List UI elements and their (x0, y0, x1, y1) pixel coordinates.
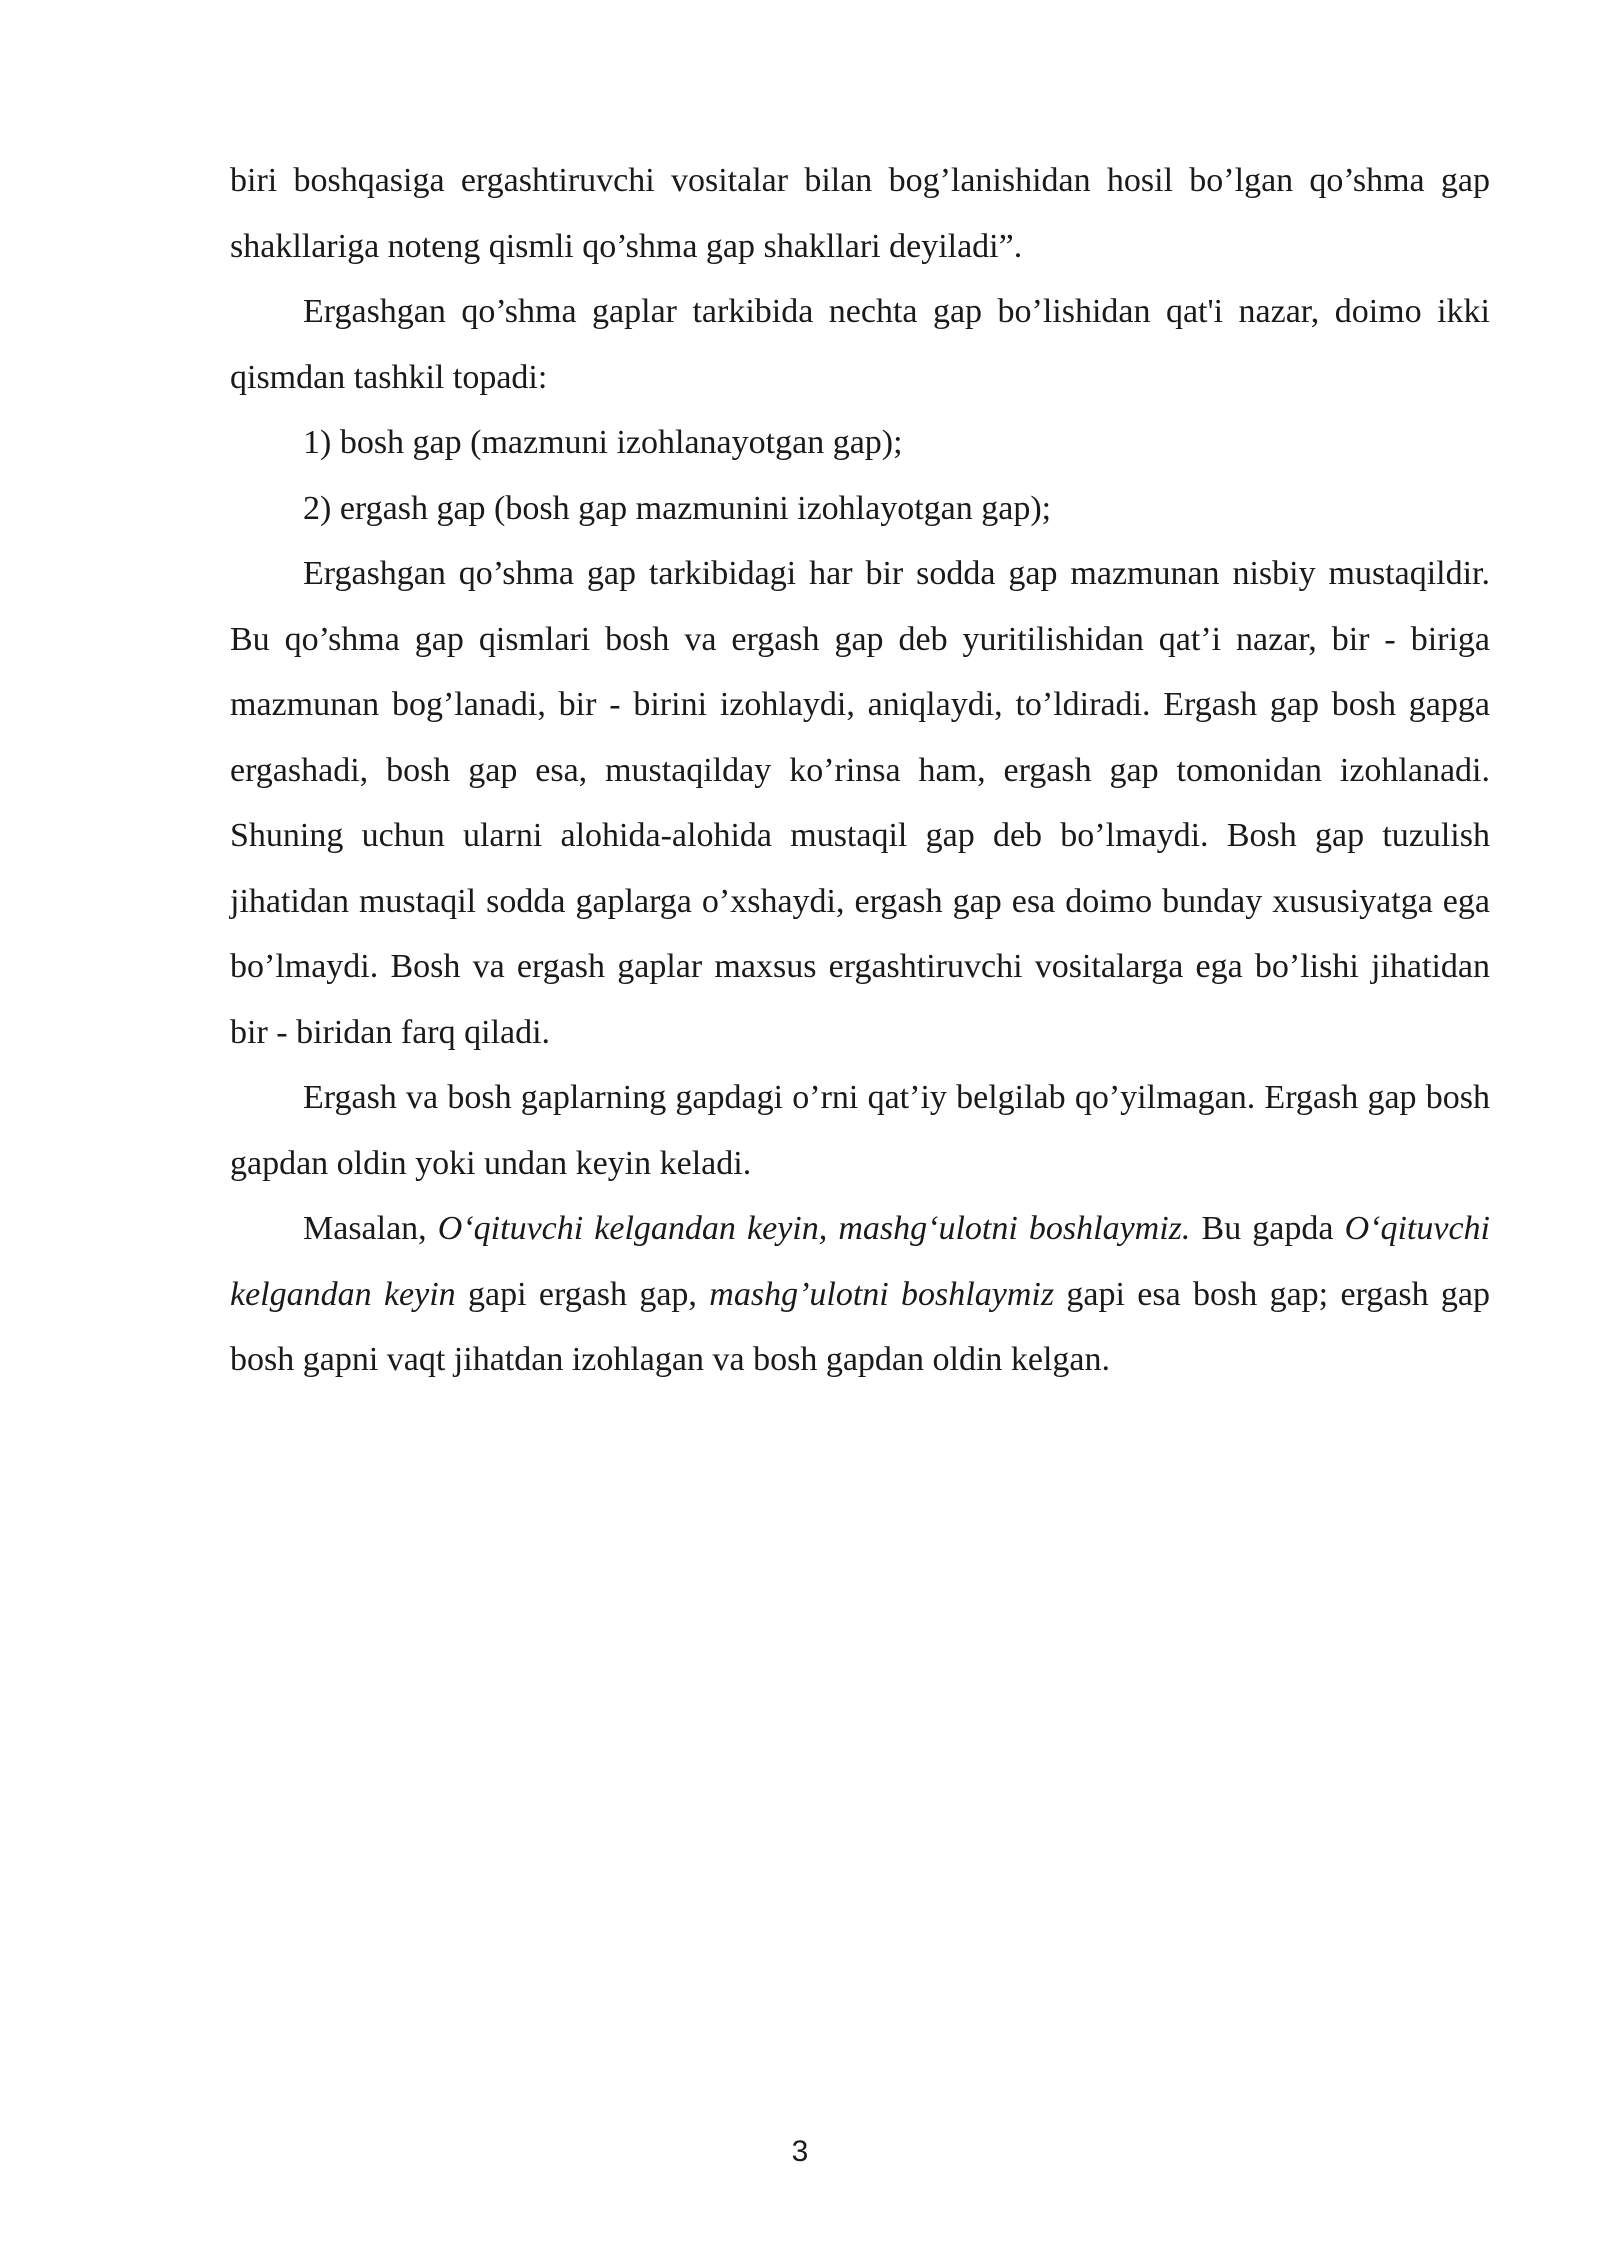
example-subordinate-clause-italic: O‘qituvchi kelgandan keyin (230, 1210, 1491, 1313)
list-item-bosh-gap: 1) bosh gap (mazmuni izohlanayotgan gap); (303, 424, 903, 461)
example-lead-text: Masalan, (303, 1210, 438, 1247)
example-text: gapi ergash gap, (455, 1275, 710, 1313)
list-item-ergash-gap: 2) ergash gap (bosh gap mazmunini izohlayotgan gap); (303, 489, 1052, 527)
example-sentence-italic: O‘qituvchi kelgandan keyin, mashg‘ulotni boshlaymiz. (437, 1210, 1191, 1247)
example-text: gapi esa bosh gap; ergash gap bosh gapni vaqt jihatdan izohlagan va bosh gapdan oldin kelgan. (230, 1275, 1490, 1378)
paragraph-clause-order: Ergash va bosh gaplarning gapdagi o’rni qat’iy belgilab qo’yilmagan. Ergash gap bosh gapdan oldin yoki undan keyin keladi. (230, 1079, 1490, 1182)
paragraph-relative-independence: Ergashgan qo’shma gap tarkibidagi har bir sodda gap mazmunan nisbiy mustaqildir. Bu qo’shma gap qismlari bosh va ergash gap deb yuritilishidan qat’i nazar, bir - biriga mazmunan bog’lanadi, bir - birini izohlaydi, aniqlaydi, to’ldiradi. Ergash gap bosh gapga ergashadi, bosh gap esa, mustaqilday ko’rinsa ham, ergash gap tomonidan izohlanadi. Shuning uchun ularni alohida-alohida mustaqil gap deb bo’lmaydi. Bosh gap tuzulish jihatidan mustaqil sodda gaplarga o’xshaydi, ergash gap esa doimo bunday xususiyatga ega bo’lmaydi. Bosh va ergash gaplar maxsus ergashtiruvchi vositalarga ega bo’lishi jihatidan bir - biridan farq qiladi. (230, 555, 1490, 1051)
page-number: 3 (791, 2135, 809, 2168)
paragraph-example (230, 1196, 1490, 1393)
example-text: Bu gapda (1190, 1210, 1345, 1247)
paragraph-continuation: biri boshqasiga ergashtiruvchi vositalar bilan bog’lanishidan hosil bo’lgan qo’shma gap shakllariga noteng qismli qo’shma gap shakllari deyiladi”. (230, 162, 1490, 265)
example-main-clause-italic: mashg’ulotni boshlaymiz (709, 1275, 1055, 1313)
document-body (230, 148, 1490, 1393)
paragraph-two-parts-intro: Ergashgan qo’shma gaplar tarkibida nechta gap bo’lishidan qat'i nazar, doimo ikki qismdan tashkil topadi: (230, 293, 1490, 396)
